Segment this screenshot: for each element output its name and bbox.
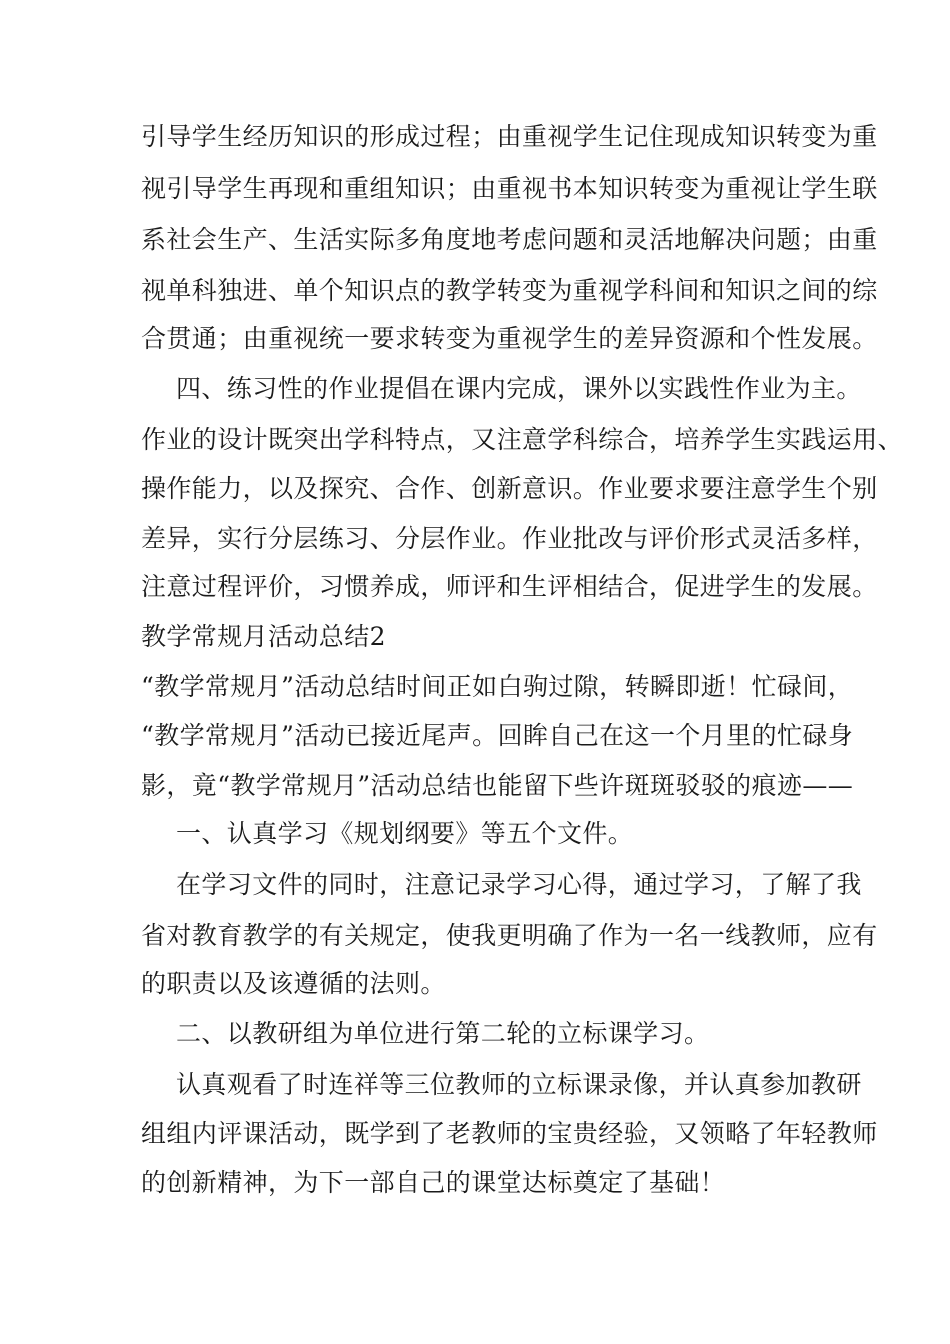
section-heading: 四、练习性的作业提倡在课内完成，课外以实践性作业为主。: [176, 374, 862, 403]
text-line: 系社会生产、生活实际多角度地考虑问题和灵活地解决问题；由重: [141, 225, 878, 254]
text-line: 组组内评课活动，既学到了老教师的宝贵经验，又领略了年轻教师: [141, 1119, 878, 1148]
article-title: 教学常规月活动总结2: [141, 622, 386, 651]
text-line: 视单科独进、单个知识点的教学转变为重视学科间和知识之间的综: [141, 276, 878, 305]
text-line: 作业的设计既突出学科特点，又注意学科综合，培养学生实践运用、: [141, 425, 904, 454]
text-line: “教学常规月”活动已接近尾声。回眸自己在这一个月里的忙碌身: [141, 721, 854, 750]
text-line: 引导学生经历知识的形成过程；由重视学生记住现成知识转变为重: [141, 122, 878, 151]
text-line: 影，竟“教学常规月”活动总结也能留下些许斑斑驳驳的痕迹——: [141, 771, 854, 800]
text-line: 注意过程评价，习惯养成，师评和生评相结合，促进学生的发展。: [141, 572, 878, 601]
section-heading: 二、以教研组为单位进行第二轮的立标课学习。: [176, 1019, 710, 1048]
text-line: 在学习文件的同时，注意记录学习心得，通过学习，了解了我: [176, 870, 862, 899]
text-line: 合贯通；由重视统一要求转变为重视学生的差异资源和个性发展。: [141, 324, 878, 353]
section-heading: 一、认真学习《规划纲要》等五个文件。: [176, 819, 634, 848]
text-line: “教学常规月”活动总结时间正如白驹过隙，转瞬即逝！忙碌间，: [141, 672, 854, 701]
text-line: 省对教育教学的有关规定，使我更明确了作为一名一线教师，应有: [141, 921, 878, 950]
text-line: 操作能力，以及探究、合作、创新意识。作业要求要注意学生个别: [141, 474, 878, 503]
text-line: 认真观看了时连祥等三位教师的立标课录像，并认真参加教研: [176, 1070, 862, 1099]
text-line: 的创新精神，为下一部自己的课堂达标奠定了基础！: [141, 1168, 726, 1197]
text-line: 视引导学生再现和重组知识；由重视书本知识转变为重视让学生联: [141, 174, 878, 203]
text-line: 差异，实行分层练习、分层作业。作业批改与评价形式灵活多样，: [141, 524, 878, 553]
text-line: 的职责以及该遵循的法则。: [141, 969, 446, 998]
